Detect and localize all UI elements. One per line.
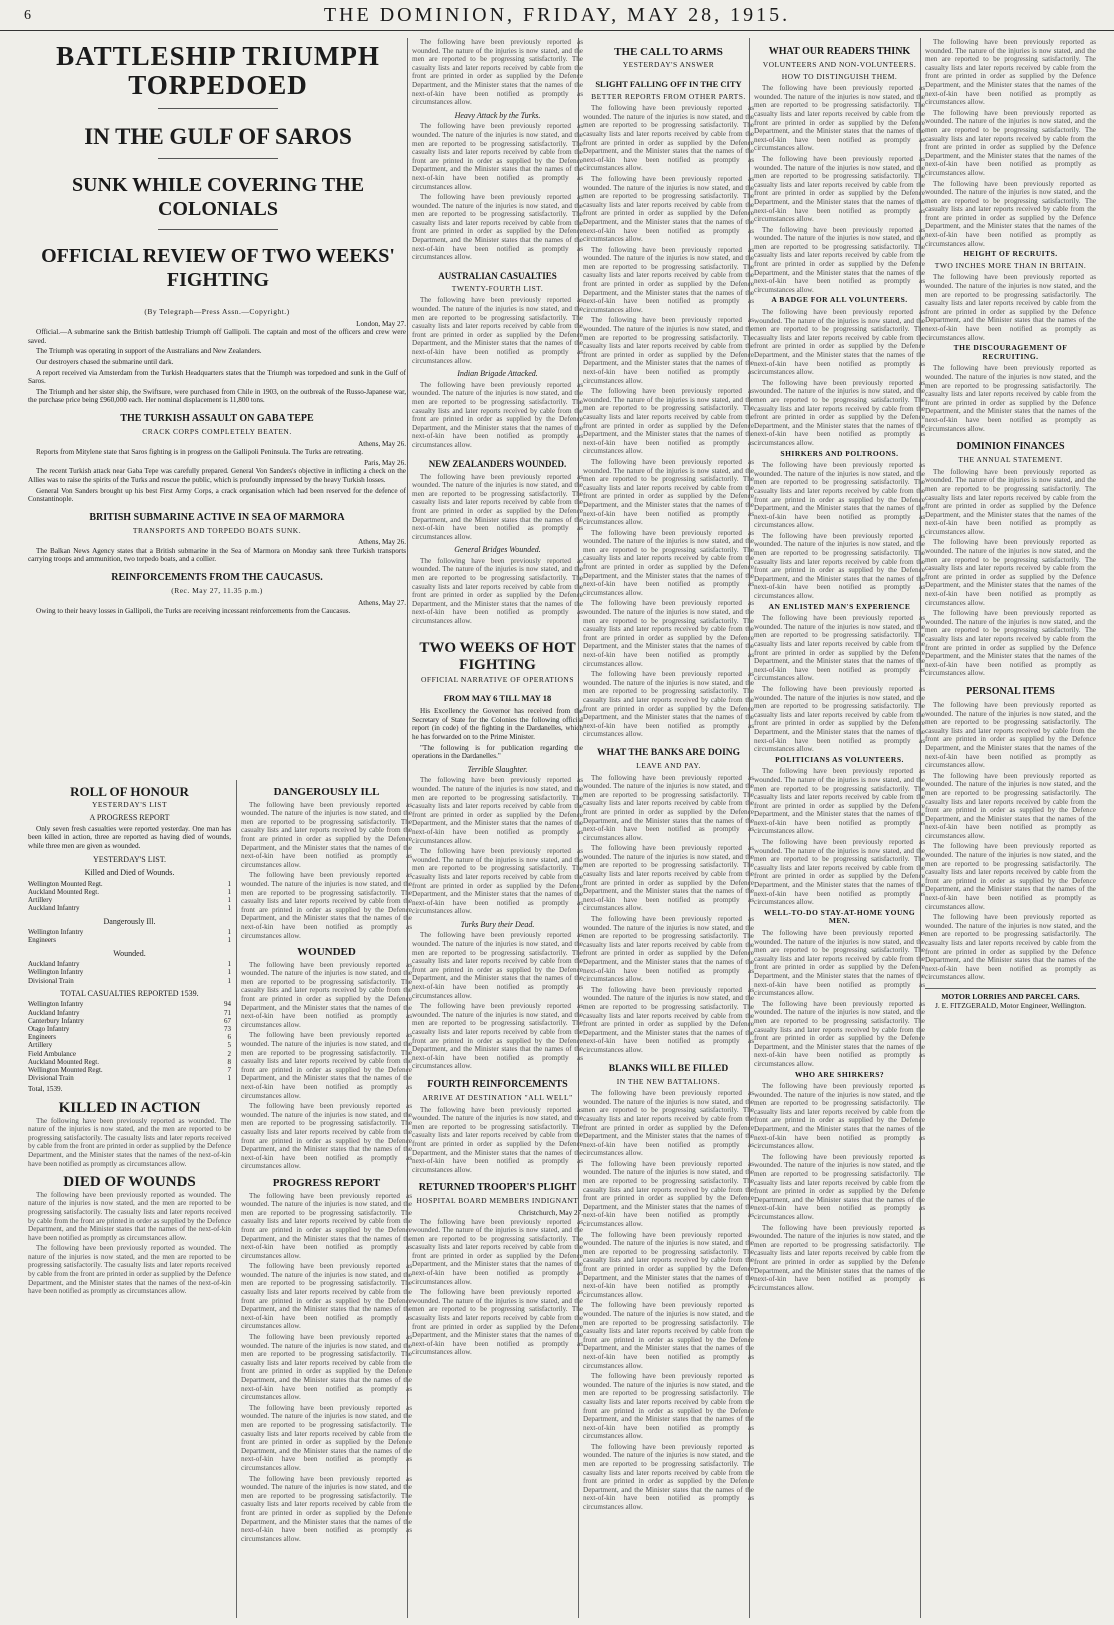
casualty-table-4 (28, 1000, 231, 1082)
paragraph: The following have been previously reported as wounded. The nature of the injuries is now stated, and the men are reported to be progressing satisfactorily. The casualty lists and later reports received by cable from the front are printed in order as supplied by the Defence Department, and the Minister states that the names of the next-of-kin have been notified as promptly as circumstances allow. (412, 1288, 583, 1357)
divider (158, 229, 278, 230)
readers-heading: WHAT OUR READERS THINK (768, 46, 911, 57)
table-row (28, 1066, 231, 1074)
paragraph: The following have been previously reported as wounded. The nature of the injuries is now stated, and the men are reported to be progressing satisfactorily. The casualty lists and later reports received by cable from the front are printed in order as supplied by the Defence Department, and the Minister states that the names of the next-of-kin have been notified as promptly as circumstances allow. (925, 700, 1096, 770)
column-4 (578, 38, 758, 1618)
paragraph: The Triumph was operating in support of the Australians and New Zealanders. (36, 347, 262, 356)
paragraph: The following have been previously reported as wounded. The nature of the injuries is now stated, and the men are reported to be progressing satisfactorily. The casualty lists and later reports received by cable from the front are printed in order as supplied by the Defence Department, and the Minister states that the names of the next-of-kin have been notified as promptly as circumstances allow. (925, 467, 1096, 536)
paragraph: The following have been previously reported as wounded. The nature of the injuries is now stated, and the men are reported to be progressing satisfactorily. The casualty lists and later reports received by cable from the front are printed in order as supplied by the Defence Department, and the Minister states that the names of the next-of-kin have been notified as promptly as circumstances allow. (583, 1442, 754, 1512)
total-heading: TOTAL CASUALTIES REPORTED 1539. (60, 988, 199, 998)
caucasus-heading: REINFORCEMENTS FROM THE CAUCASUS. (111, 572, 323, 584)
paragraph: The following have been previously reported as wounded. The nature of the injuries is now stated, and the men are reported to be progressing satisfactorily. The casualty lists and later reports received by cable from the front are printed in order as supplied by the Defence Department, and the Minister states that the names of the next-of-kin have been notified as promptly as circumstances allow. (583, 174, 754, 244)
unit-cell: Divisional Train (28, 1074, 74, 1083)
table-row (28, 1033, 231, 1041)
returned-trooper-heading: RETURNED TROOPER'S PLIGHT (418, 1182, 577, 1194)
paragraph: The following have been previously reported as wounded. The nature of the injuries is now stated, and the men are reported to be progressing satisfactorily. The casualty lists and later reports received by cable from the front are printed in order as supplied by the Defence Department, and the Minister states that the names of the next-of-kin have been notified as promptly as circumstances allow. (754, 531, 925, 601)
roll-heading: ROLL OF HONOUR (70, 784, 189, 799)
nz-wounded-heading: NEW ZEALANDERS WOUNDED. (428, 458, 567, 469)
casualty-table-2 (28, 928, 231, 944)
unit-cell: Auckland Infantry (28, 1008, 80, 1017)
paragraph: The following have been previously reported as wounded. The nature of the injuries is now stated, and the men are reported to be progressing satisfactorily. The casualty lists and later reports received by cable from the front are printed in order as supplied by the Defence Department, and the Minister states that the names of the next-of-kin have been notified as promptly as circumstances allow. (583, 1372, 754, 1441)
submarine-heading: BRITISH SUBMARINE ACTIVE IN SEA OF MARMORA (89, 511, 345, 523)
paragraph: The following have been previously reported as wounded. The nature of the injuries is now stated, and the men are reported to be progressing satisfactorily. The casualty lists and later reports received by cable from the front are printed in order as supplied by the Defence Department, and the Minister states that the names of the next-of-kin have been notified as promptly as circumstances allow. (241, 871, 412, 940)
paragraph: The following have been previously reported as wounded. The nature of the injuries is now stated, and the men are reported to be progressing satisfactorily. The casualty lists and later reports received by cable from the front are printed in order as supplied by the Defence Department, and the Minister states that the names of the next-of-kin have been notified as promptly as circumstances allow. (583, 1089, 754, 1158)
paragraph: The following have been previously reported as wounded. The nature of the injuries is now stated, and the men are reported to be progressing satisfactorily. The casualty lists and later reports received by cable from the front are printed in order as supplied by the Defence Department, and the Minister states that the names of the next-of-kin have been notified as promptly as circumstances allow. (583, 528, 754, 597)
count-cell: 1 (227, 928, 231, 937)
paragraph: The Balkan News Agency states that a British submarine in the Sea of Marmora on Monday sank three Turkish transports carrying troops and ammunition, two torpedo boats, and a collier. (28, 546, 406, 564)
paragraph: The following have been previously reported as wounded. The nature of the injuries is now stated, and the men are reported to be progressing satisfactorily. The casualty lists and later reports received by cable from the front are printed in order as supplied by the Defence Department, and the Minister states that the names of the next-of-kin have been notified as promptly as circumstances allow. (754, 767, 925, 836)
table-row (28, 1058, 231, 1066)
paragraph: A report received via Amsterdam from the Turkish Headquarters states that the Triumph was torpedoed and sunk in the Gulf of Saros. (28, 368, 406, 386)
unit-cell: Divisional Train (28, 976, 74, 985)
finances-heading: DOMINION FINANCES (956, 441, 1065, 453)
paragraph: The following have been previously reported as wounded. The nature of the injuries is now stated, and the men are reported to be progressing satisfactorily. The casualty lists and later reports received by cable from the front are printed in order as supplied by the Defence Department, and the Minister states that the names of the next-of-kin have been notified as promptly as circumstances allow. (412, 193, 583, 262)
count-cell: 1 (227, 976, 231, 985)
paragraph: The following have been previously reported as wounded. The nature of the injuries is now stated, and the men are reported to be progressing satisfactorily. The casualty lists and later reports received by cable from the front are printed in order as supplied by the Defence Department, and the Minister states that the names of the next-of-kin have been notified as promptly as circumstances allow. (583, 316, 754, 385)
paragraph: The following have been previously reported as wounded. The nature of the injuries is now stated, and the men are reported to be progressing satisfactorily. The casualty lists and later reports received by cable from the front are printed in order as supplied by the Defence Department, and the Minister states that the names of the next-of-kin have been notified as promptly as circumstances allow. (754, 308, 925, 377)
annual-sub: THE ANNUAL STATEMENT. (958, 455, 1063, 465)
aust-casualties-sub: TWENTY-FOURTH LIST. (451, 283, 544, 293)
ad-line-2: J. E. FITZGERALD, Motor Engineer, Wellington. (934, 1000, 1087, 1010)
paragraph: Owing to their heavy losses in Gallipoli, the Turks are receiving incessant reinforcements from the Caucasus. (36, 607, 351, 616)
enlisted-sub: AN ENLISTED MAN'S EXPERIENCE (768, 601, 911, 611)
blanks-heading: BLANKS WILL BE FILLED (608, 1063, 729, 1074)
paragraph: The following have been previously reported as wounded. The nature of the injuries is now stated, and the men are reported to be progressing satisfactorily. The casualty lists and later reports received by cable from the front are printed in order as supplied by the Defence Department, and the Minister states that the names of the next-of-kin have been notified as promptly as circumstances allow. (412, 776, 583, 845)
table-row (28, 960, 231, 968)
count-cell: 1 (227, 887, 231, 896)
paragraph: The following have been previously reported as wounded. The nature of the injuries is now stated, and the men are reported to be progressing satisfactorily. The casualty lists and later reports received by cable from the front are printed in order as supplied by the Defence Department, and the Minister states that the names of the next-of-kin have been notified as promptly as circumstances allow. (28, 1116, 231, 1168)
paragraph: The following have been previously reported as wounded. The nature of the injuries is now stated, and the men are reported to be progressing satisfactorily. The casualty lists and later reports received by cable from the front are printed in order as supplied by the Defence Department, and the Minister states that the names of the next-of-kin have been notified as promptly as circumstances allow. (28, 1190, 231, 1242)
who-shirkers-sub: WHO ARE SHIRKERS? (794, 1069, 885, 1079)
ad-line-1: MOTOR LORRIES AND PARCEL CARS. (941, 991, 1080, 1001)
casualty-table-1 (28, 880, 231, 913)
fourth-reinforcements-sub: ARRIVE AT DESTINATION "ALL WELL" (422, 1092, 573, 1102)
table-row (28, 896, 231, 904)
paragraph: The following have been previously reported as wounded. The nature of the injuries is now stated, and the men are reported to be progressing satisfactorily. The casualty lists and later reports received by cable from the front are printed in order as supplied by the Defence Department, and the Minister states that the names of the next-of-kin have been notified as promptly as circumstances allow. (925, 38, 1096, 107)
dateline: Athens, May 26. (358, 538, 406, 547)
paragraph: The following have been previously reported as wounded. The nature of the injuries is now stated, and the men are reported to be progressing satisfactorily. The casualty lists and later reports received by cable from the front are printed in order as supplied by the Defence Department, and the Minister states that the names of the next-of-kin have been notified as promptly as circumstances allow. (754, 684, 925, 754)
dateline: Christchurch, May 27. (518, 1208, 583, 1217)
aust-casualties-heading: AUSTRALIAN CASUALTIES (438, 270, 557, 281)
paragraph: Only seven fresh casualties were reported yesterday. One man has been killed in action, three are reported as having died of wounds, while three men are given as wounded. (28, 824, 231, 850)
paragraph: The following have been previously reported as wounded. The nature of the injuries is now stated, and the men are reported to be progressing satisfactorily. The casualty lists and later reports received by cable from the front are printed in order as supplied by the Defence Department, and the Minister states that the names of the next-of-kin have been notified as promptly as circumstances allow. (583, 457, 754, 527)
table-row (28, 904, 231, 912)
paragraph: The following have been previously reported as wounded. The nature of the injuries is now stated, and the men are reported to be progressing satisfactorily. The casualty lists and later reports received by cable from the front are printed in order as supplied by the Defence Department, and the Minister states that the names of the next-of-kin have been notified as promptly as circumstances allow. (583, 1230, 754, 1299)
unit-cell: Wellington Infantry (28, 928, 84, 937)
unit-cell: Field Ambulance (28, 1049, 77, 1058)
subhead-heavy-attack: Heavy Attack by the Turks. (454, 110, 541, 120)
height-sub: HEIGHT OF RECRUITS. (963, 249, 1058, 259)
paragraph: The following have been previously reported as wounded. The nature of the injuries is now stated, and the men are reported to be progressing satisfactorily. The casualty lists and later reports received by cable from the front are printed in order as supplied by the Defence Department, and the Minister states that the names of the next-of-kin have been notified as promptly as circumstances allow. (412, 931, 583, 1000)
volunteers-sub: VOLUNTEERS AND NON-VOLUNTEERS. (762, 60, 917, 69)
count-cell: 1 (227, 904, 231, 913)
paragraph: The following have been previously reported as wounded. The nature of the injuries is now stated, and the men are reported to be progressing satisfactorily. The casualty lists and later reports received by cable from the front are printed in order as supplied by the Defence Department, and the Minister states that the names of the next-of-kin have been notified as promptly as circumstances allow. (583, 599, 754, 668)
returned-trooper-sub: HOSPITAL BOARD MEMBERS INDIGNANT (416, 1196, 579, 1206)
column-5 (749, 38, 929, 1618)
personal-heading: PERSONAL ITEMS (966, 685, 1055, 697)
casualty-table-3 (28, 960, 231, 985)
paragraph: The following have been previously reported as wounded. The nature of the injuries is now stated, and the men are reported to be progressing satisfactorily. The casualty lists and later reports received by cable from the front are printed in order as supplied by the Defence Department, and the Minister states that the names of the next-of-kin have been notified as promptly as circumstances allow. (412, 556, 583, 626)
progress-sub: A PROGRESS REPORT (89, 813, 170, 823)
paragraph: The following have been previously reported as wounded. The nature of the injuries is now stated, and the men are reported to be progressing satisfactorily. The casualty lists and later reports received by cable from the front are printed in order as supplied by the Defence Department, and the Minister states that the names of the next-of-kin have been notified as promptly as circumstances allow. (925, 538, 1096, 607)
count-cell: 2 (227, 1049, 231, 1058)
unit-cell: Engineers (28, 1033, 56, 1042)
paragraph: The following have been previously reported as wounded. The nature of the injuries is now stated, and the men are reported to be progressing satisfactorily. The casualty lists and later reports received by cable from the front are printed in order as supplied by the Defence Department, and the Minister states that the names of the next-of-kin have been notified as promptly as circumstances allow. (583, 387, 754, 456)
count-cell: 1 (227, 960, 231, 969)
unit-cell: Auckland Infantry (28, 904, 80, 913)
paragraph: The following have been previously reported as wounded. The nature of the injuries is now stated, and the men are reported to be progressing satisfactorily. The casualty lists and later reports received by cable from the front are printed in order as supplied by the Defence Department, and the Minister states that the names of the next-of-kin have been notified as promptly as circumstances allow. (925, 364, 1096, 433)
lead-headlines (28, 38, 408, 306)
paragraph: The following have been previously reported as wounded. The nature of the injuries is now stated, and the men are reported to be progressing satisfactorily. The casualty lists and later reports received by cable from the front are printed in order as supplied by the Defence Department, and the Minister states that the names of the next-of-kin have been notified as promptly as circumstances allow. (241, 1333, 412, 1402)
byline: (By Telegraph—Press Assn.—Copyright.) (144, 307, 290, 316)
paragraph: The following have been previously reported as wounded. The nature of the injuries is now stated, and the men are reported to be progressing satisfactorily. The casualty lists and later reports received by cable from the front are printed in order as supplied by the Defence Department, and the Minister states that the names of the next-of-kin have been notified as promptly as circumstances allow. (754, 838, 925, 907)
paragraph: Our destroyers chased the submarine until dark. (36, 357, 174, 366)
count-cell: 94 (224, 1000, 231, 1009)
table-row (28, 1009, 231, 1017)
badge-sub: A BADGE FOR ALL VOLUNTEERS. (771, 295, 908, 305)
paragraph: The following have been previously reported as wounded. The nature of the injuries is now stated, and the men are reported to be progressing satisfactorily. The casualty lists and later reports received by cable from the front are printed in order as supplied by the Defence Department, and the Minister states that the names of the next-of-kin have been notified as promptly as circumstances allow. (583, 985, 754, 1054)
shirkers-sub: SHIRKERS AND POLTROONS. (780, 448, 899, 458)
paragraph: The following have been previously reported as wounded. The nature of the injuries is now stated, and the men are reported to be progressing satisfactorily. The casualty lists and later reports received by cable from the front are printed in order as supplied by the Defence Department, and the Minister states that the names of the next-of-kin have been notified as promptly as circumstances allow. (583, 1301, 754, 1370)
banks-sub: LEAVE AND PAY. (636, 760, 701, 770)
better-reports-sub: BETTER REPORTS FROM OTHER PARTS. (591, 91, 746, 101)
unit-cell: Engineers (28, 936, 56, 945)
paragraph: The following have been previously reported as wounded. The nature of the injuries is now stated, and the men are reported to be progressing satisfactorily. The casualty lists and later reports received by cable from the front are printed in order as supplied by the Defence Department, and the Minister states that the names of the next-of-kin have been notified as promptly as circumstances allow. (925, 108, 1096, 177)
gaba-tepe-sub: CRACK CORPS COMPLETELY BEATEN. (142, 426, 292, 436)
paragraph: The following have been previously reported as wounded. The nature of the injuries is now stated, and the men are reported to be progressing satisfactorily. The casualty lists and later reports received by cable from the front are printed in order as supplied by the Defence Department, and the Minister states that the names of the next-of-kin have been notified as promptly as circumstances allow. (925, 842, 1096, 911)
paragraph: The following have been previously reported as wounded. The nature of the injuries is now stated, and the men are reported to be progressing satisfactorily. The casualty lists and later reports received by cable from the front are printed in order as supplied by the Defence Department, and the Minister states that the names of the next-of-kin have been notified as promptly as circumstances allow. (925, 609, 1096, 678)
paragraph: The following have been previously reported as wounded. The nature of the injuries is now stated, and the men are reported to be progressing satisfactorily. The casualty lists and later reports received by cable from the front are printed in order as supplied by the Defence Department, and the Minister states that the names of the next-of-kin have been notified as promptly as circumstances allow. (583, 773, 754, 842)
paragraph: The following have been previously reported as wounded. The nature of the injuries is now stated, and the men are reported to be progressing satisfactorily. The casualty lists and later reports received by cable from the front are printed in order as supplied by the Defence Department, and the Minister states that the names of the next-of-kin have been notified as promptly as circumstances allow. (583, 245, 754, 314)
paragraph: The following have been previously reported as wounded. The nature of the injuries is now stated, and the men are reported to be progressing satisfactorily. The casualty lists and later reports received by cable from the front are printed in order as supplied by the Defence Department, and the Minister states that the names of the next-of-kin have been notified as promptly as circumstances allow. (583, 1159, 754, 1229)
motor-advert (925, 988, 1096, 1010)
paragraph: The following have been previously reported as wounded. The nature of the injuries is now stated, and the men are reported to be progressing satisfactorily. The casualty lists and later reports received by cable from the front are printed in order as supplied by the Defence Department, and the Minister states that the names of the next-of-kin have been notified as promptly as circumstances allow. (754, 378, 925, 447)
headline-battleship: BATTLESHIP TRIUMPH TORPEDOED (56, 41, 380, 100)
headline-gulf-of-saros: IN THE GULF OF SAROS (84, 124, 352, 149)
paragraph: The following have been previously reported as wounded. The nature of the injuries is now stated, and the men are reported to be progressing satisfactorily. The casualty lists and later reports received by cable from the front are printed in order as supplied by the Defence Department, and the Minister states that the names of the next-of-kin have been notified as promptly as circumstances allow. (241, 960, 412, 1029)
killed-in-action-heading: KILLED IN ACTION (58, 1099, 201, 1116)
column-2-upper (236, 306, 415, 776)
unit-cell: Auckland Mounted Regt. (28, 1057, 99, 1066)
dangerously-ill-heading: DANGEROUSLY ILL (273, 786, 380, 798)
died-of-wounds-heading: DIED OF WOUNDS (63, 1174, 196, 1191)
paragraph: Official.—A submarine sank the British battleship Triumph off Gallipoli. The captain and most of the officers and crew were saved. (28, 328, 406, 345)
paragraph: The following have been previously reported as wounded. The nature of the injuries is now stated, and the men are reported to be progressing satisfactorily. The casualty lists and later reports received by cable from the front are printed in order as supplied by the Defence Department, and the Minister states that the names of the next-of-kin have been notified as promptly as circumstances allow. (583, 670, 754, 739)
unit-cell: Artillery (28, 896, 53, 905)
discouragement-sub: THE DISCOURAGEMENT OF RECRUITING. (953, 343, 1068, 361)
paragraph: His Excellency the Governor has received from the Secretary of State for the Colonies the following official report (in code) of the fighting in the Dardanelles, which he has forwarded on to the Prime Minister. (412, 707, 583, 741)
paragraph: The following have been previously reported as wounded. The nature of the injuries is now stated, and the men are reported to be progressing satisfactorily. The casualty lists and later reports received by cable from the front are printed in order as supplied by the Defence Department, and the Minister states that the names of the next-of-kin have been notified as promptly as circumstances allow. (241, 1474, 412, 1543)
paragraph: The following have been previously reported as wounded. The nature of the injuries is now stated, and the men are reported to be progressing satisfactorily. The casualty lists and later reports received by cable from the front are printed in order as supplied by the Defence Department, and the Minister states that the names of the next-of-kin have been notified as promptly as circumstances allow. (412, 847, 583, 916)
subhead-slaughter: Terrible Slaughter. (467, 764, 528, 774)
paragraph: The following have been previously reported as wounded. The nature of the injuries is now stated, and the men are reported to be progressing satisfactorily. The casualty lists and later reports received by cable from the front are printed in order as supplied by the Defence Department, and the Minister states that the names of the next-of-kin have been notified as promptly as circumstances allow. (28, 1244, 231, 1296)
paragraph: The following have been previously reported as wounded. The nature of the injuries is now stated, and the men are reported to be progressing satisfactorily. The casualty lists and later reports received by cable from the front are printed in order as supplied by the Defence Department, and the Minister states that the names of the next-of-kin have been notified as promptly as circumstances allow. (583, 104, 754, 173)
headline-sunk-covering: SUNK WHILE COVERING THE COLONIALS (71, 174, 365, 220)
paragraph: The following have been previously reported as wounded. The nature of the injuries is now stated, and the men are reported to be progressing satisfactorily. The casualty lists and later reports received by cable from the front are printed in order as supplied by the Defence Department, and the Minister states that the names of the next-of-kin have been notified as promptly as circumstances allow. (412, 472, 583, 541)
wounded-label: Wounded. (113, 948, 146, 958)
count-cell: 5 (227, 1041, 231, 1050)
newspaper-title: THE DOMINION, FRIDAY, MAY 28, 1915. (323, 4, 791, 26)
paragraph: The following have been previously reported as wounded. The nature of the injuries is now stated, and the men are reported to be progressing satisfactorily. The casualty lists and later reports received by cable from the front are printed in order as supplied by the Defence Department, and the Minister states that the names of the next-of-kin have been notified as promptly as circumstances allow. (925, 913, 1096, 982)
page-number: 6 (24, 8, 31, 23)
table-row (28, 977, 231, 985)
table-row (28, 1025, 231, 1033)
paragraph: The following have been previously reported as wounded. The nature of the injuries is now stated, and the men are reported to be progressing satisfactorily. The casualty lists and later reports received by cable from the front are printed in order as supplied by the Defence Department, and the Minister states that the names of the next-of-kin have been notified as promptly as circumstances allow. (754, 461, 925, 530)
subhead-bridges: General Bridges Wounded. (454, 545, 541, 555)
well-to-do-sub: WELL-TO-DO STAY-AT-HOME YOUNG MEN. (763, 907, 916, 926)
divider (158, 108, 278, 109)
paragraph: The following have been previously reported as wounded. The nature of the injuries is now stated, and the men are reported to be progressing satisfactorily. The casualty lists and later reports received by cable from the front are printed in order as supplied by the Defence Department, and the Minister states that the names of the next-of-kin have been notified as promptly as circumstances allow. (754, 84, 925, 153)
table-row (28, 880, 231, 888)
dateline: Paris, May 26. (364, 458, 406, 467)
unit-cell: Auckland Mounted Regt. (28, 887, 99, 896)
paragraph: The following have been previously reported as wounded. The nature of the injuries is now stated, and the men are reported to be progressing satisfactorily. The casualty lists and later reports received by cable from the front are printed in order as supplied by the Defence Department, and the Minister states that the names of the next-of-kin have been notified as promptly as circumstances allow. (925, 273, 1096, 342)
count-cell: 73 (224, 1024, 231, 1033)
call-to-arms-sub: YESTERDAY'S ANSWER (622, 60, 715, 69)
paragraph: The following have been previously reported as wounded. The nature of the injuries is now stated, and the men are reported to be progressing satisfactorily. The casualty lists and later reports received by cable from the front are printed in order as supplied by the Defence Department, and the Minister states that the names of the next-of-kin have been notified as promptly as circumstances allow. (925, 771, 1096, 840)
unit-cell: Wellington Mounted Regt. (28, 1065, 103, 1074)
table-row (28, 968, 231, 976)
caucasus-received: (Rec. May 27, 11.35 p.m.) (171, 586, 263, 596)
wounded-heading: WOUNDED (297, 946, 356, 959)
paragraph: The following have been previously reported as wounded. The nature of the injuries is now stated, and the men are reported to be progressing satisfactorily. The casualty lists and later reports received by cable from the front are printed in order as supplied by the Defence Department, and the Minister states that the names of the next-of-kin have been notified as promptly as circumstances allow. (754, 154, 925, 224)
paragraph: The following have been previously reported as wounded. The nature of the injuries is now stated, and the men are reported to be progressing satisfactorily. The casualty lists and later reports received by cable from the front are printed in order as supplied by the Defence Department, and the Minister states that the names of the next-of-kin have been notified as promptly as circumstances allow. (241, 1031, 412, 1100)
count-cell: 1 (227, 1074, 231, 1083)
two-inches-sub: TWO INCHES MORE THAN IN BRITAIN. (934, 260, 1087, 270)
count-cell: 71 (224, 1008, 231, 1017)
count-cell: 6 (227, 1033, 231, 1042)
unit-cell: Wellington Mounted Regt. (28, 879, 103, 888)
paragraph: The following have been previously reported as wounded. The nature of the injuries is now stated, and the men are reported to be progressing satisfactorily. The casualty lists and later reports received by cable from the front are printed in order as supplied by the Defence Department, and the Minister states that the names of the next-of-kin have been notified as promptly as circumstances allow. (412, 1002, 583, 1071)
table-row (28, 1017, 231, 1025)
paragraph: The Triumph and her sister ship, the Swiftsure, were purchased from Chile in 1903, on the outbreak of the Russo-Japanese war, the purchase price being £960,000 each. Her nominal displacement is 11,800 tons. (28, 387, 406, 405)
paragraph: The following have been previously reported as wounded. The nature of the injuries is now stated, and the men are reported to be progressing satisfactorily. The casualty lists and later reports received by cable from the front are printed in order as supplied by the Defence Department, and the Minister states that the names of the next-of-kin have been notified as promptly as circumstances allow. (754, 614, 925, 683)
paragraph: The following have been previously reported as wounded. The nature of the injuries is now stated, and the men are reported to be progressing satisfactorily. The casualty lists and later reports received by cable from the front are printed in order as supplied by the Defence Department, and the Minister states that the names of the next-of-kin have been notified as promptly as circumstances allow. (583, 915, 754, 984)
paragraph: The following have been previously reported as wounded. The nature of the injuries is now stated, and the men are reported to be progressing satisfactorily. The casualty lists and later reports received by cable from the front are printed in order as supplied by the Defence Department, and the Minister states that the names of the next-of-kin have been notified as promptly as circumstances allow. (754, 1082, 925, 1151)
call-to-arms-heading: THE CALL TO ARMS (614, 46, 723, 58)
two-weeks-dates: FROM MAY 6 TILL MAY 18 (443, 693, 552, 704)
blanks-sub: IN THE NEW BATTALIONS. (616, 1076, 721, 1086)
paragraph: The following have been previously reported as wounded. The nature of the injuries is now stated, and the men are reported to be progressing satisfactorily. The casualty lists and later reports received by cable from the front are printed in order as supplied by the Defence Department, and the Minister states that the names of the next-of-kin have been notified as promptly as circumstances allow. (241, 800, 412, 869)
killed-died-label: Killed and Died of Wounds. (84, 868, 175, 878)
paragraph: "The following is for publication regarding the operations in the Dardanelles." (412, 743, 583, 761)
table-row (28, 1041, 231, 1049)
count-cell: 7 (227, 1065, 231, 1074)
paragraph: The following have been previously reported as wounded. The nature of the injuries is now stated, and the men are reported to be progressing satisfactorily. The casualty lists and later reports received by cable from the front are printed in order as supplied by the Defence Department, and the Minister states that the names of the next-of-kin have been notified as promptly as circumstances allow. (412, 296, 583, 365)
paragraph: The following have been previously reported as wounded. The nature of the injuries is now stated, and the men are reported to be progressing satisfactorily. The casualty lists and later reports received by cable from the front are printed in order as supplied by the Defence Department, and the Minister states that the names of the next-of-kin have been notified as promptly as circumstances allow. (412, 1217, 583, 1286)
paragraph: The following have been previously reported as wounded. The nature of the injuries is now stated, and the men are reported to be progressing satisfactorily. The casualty lists and later reports received by cable from the front are printed in order as supplied by the Defence Department, and the Minister states that the names of the next-of-kin have been notified as promptly as circumstances allow. (241, 1102, 412, 1171)
two-weeks-sub: OFFICIAL NARRATIVE OF OPERATIONS (420, 674, 575, 684)
paragraph: General Von Sanders brought up his best First Army Corps, a crack organisation which had been reserved for the defence of Constantinople. (28, 486, 406, 504)
paragraph: The following have been previously reported as wounded. The nature of the injuries is now stated, and the men are reported to be progressing satisfactorily. The casualty lists and later reports received by cable from the front are printed in order as supplied by the Defence Department, and the Minister states that the names of the next-of-kin have been notified as promptly as circumstances allow. (412, 122, 583, 191)
paragraph: The following have been previously reported as wounded. The nature of the injuries is now stated, and the men are reported to be progressing satisfactorily. The casualty lists and later reports received by cable from the front are printed in order as supplied by the Defence Department, and the Minister states that the names of the next-of-kin have been notified as promptly as circumstances allow. (241, 1262, 412, 1331)
table-row (28, 1074, 231, 1082)
paragraph: The following have been previously reported as wounded. The nature of the injuries is now stated, and the men are reported to be progressing satisfactorily. The casualty lists and later reports received by cable from the front are printed in order as supplied by the Defence Department, and the Minister states that the names of the next-of-kin have been notified as promptly as circumstances allow. (241, 1403, 412, 1472)
paragraph: The following have been previously reported as wounded. The nature of the injuries is now stated, and the men are reported to be progressing satisfactorily. The casualty lists and later reports received by cable from the front are printed in order as supplied by the Defence Department, and the Minister states that the names of the next-of-kin have been notified as promptly as circumstances allow. (412, 38, 583, 107)
falling-off-heading: SLIGHT FALLING OFF IN THE CITY (595, 78, 742, 89)
table-row (28, 1000, 231, 1008)
distinguish-sub: HOW TO DISTINGUISH THEM. (781, 71, 898, 81)
paragraph: The following have been previously reported as wounded. The nature of the injuries is now stated, and the men are reported to be progressing satisfactorily. The casualty lists and later reports received by cable from the front are printed in order as supplied by the Defence Department, and the Minister states that the names of the next-of-kin have been notified as promptly as circumstances allow. (241, 1191, 412, 1260)
table-row (28, 936, 231, 944)
paragraph: The following have been previously reported as wounded. The nature of the injuries is now stated, and the men are reported to be progressing satisfactorily. The casualty lists and later reports received by cable from the front are printed in order as supplied by the Defence Department, and the Minister states that the names of the next-of-kin have been notified as promptly as circumstances allow. (583, 844, 754, 913)
masthead (0, 0, 1114, 31)
paragraph: The following have been previously reported as wounded. The nature of the injuries is now stated, and the men are reported to be progressing satisfactorily. The casualty lists and later reports received by cable from the front are printed in order as supplied by the Defence Department, and the Minister states that the names of the next-of-kin have been notified as promptly as circumstances allow. (412, 1105, 583, 1174)
banks-heading: WHAT THE BANKS ARE DOING (596, 747, 741, 758)
unit-cell: Otago Infantry (28, 1024, 70, 1033)
submarine-sub: TRANSPORTS AND TORPEDO BOATS SUNK. (132, 525, 302, 535)
table-row (28, 1050, 231, 1058)
paragraph: The following have been previously reported as wounded. The nature of the injuries is now stated, and the men are reported to be progressing satisfactorily. The casualty lists and later reports received by cable from the front are printed in order as supplied by the Defence Department, and the Minister states that the names of the next-of-kin have been notified as promptly as circumstances allow. (754, 929, 925, 998)
count-cell: 8 (227, 1057, 231, 1066)
paragraph: The following have been previously reported as wounded. The nature of the injuries is now stated, and the men are reported to be progressing satisfactorily. The casualty lists and later reports received by cable from the front are printed in order as supplied by the Defence Department, and the Minister states that the names of the next-of-kin have been notified as promptly as circumstances allow. (754, 225, 925, 294)
divider (158, 158, 278, 159)
dateline: London, May 27. (356, 319, 406, 328)
politicians-sub: POLITICIANS AS VOLUNTEERS. (775, 754, 904, 764)
unit-cell: Auckland Infantry (28, 960, 80, 969)
table-row (28, 888, 231, 896)
paragraph: The following have been previously reported as wounded. The nature of the injuries is now stated, and the men are reported to be progressing satisfactorily. The casualty lists and later reports received by cable from the front are printed in order as supplied by the Defence Department, and the Minister states that the names of the next-of-kin have been notified as promptly as circumstances allow. (754, 999, 925, 1068)
count-cell: 67 (224, 1016, 231, 1025)
yesterday-list: YESTERDAY'S LIST. (92, 854, 166, 864)
paragraph: The following have been previously reported as wounded. The nature of the injuries is now stated, and the men are reported to be progressing satisfactorily. The casualty lists and later reports received by cable from the front are printed in order as supplied by the Defence Department, and the Minister states that the names of the next-of-kin have been notified as promptly as circumstances allow. (754, 1152, 925, 1221)
gaba-tepe-heading: THE TURKISH ASSAULT ON GABA TEPE (120, 412, 314, 424)
progress-report-heading: PROGRESS REPORT (272, 1176, 381, 1189)
count-cell: 1 (227, 896, 231, 905)
paragraph: Reports from Mitylene state that Saros fighting is in progress on the Gallipoli Peninsula. The Turks are retreating. (36, 448, 364, 457)
count-cell: 1 (227, 968, 231, 977)
headline-official-review: OFFICIAL REVIEW OF TWO WEEKS' FIGHTING (41, 245, 395, 291)
dateline: Athens, May 26. (358, 439, 406, 448)
unit-cell: Wellington Infantry (28, 968, 84, 977)
unit-cell: Artillery (28, 1041, 53, 1050)
paragraph: The following have been previously reported as wounded. The nature of the injuries is now stated, and the men are reported to be progressing satisfactorily. The casualty lists and later reports received by cable from the front are printed in order as supplied by the Defence Department, and the Minister states that the names of the next-of-kin have been notified as promptly as circumstances allow. (412, 380, 583, 449)
subhead-turks-bury: Turks Bury their Dead. (460, 919, 535, 929)
paragraph: The following have been previously reported as wounded. The nature of the injuries is now stated, and the men are reported to be progressing satisfactorily. The casualty lists and later reports received by cable from the front are printed in order as supplied by the Defence Department, and the Minister states that the names of the next-of-kin have been notified as promptly as circumstances allow. (754, 1223, 925, 1292)
lower-middle-column (236, 780, 412, 1618)
paragraph: The following have been previously reported as wounded. The nature of the injuries is now stated, and the men are reported to be progressing satisfactorily. The casualty lists and later reports received by cable from the front are printed in order as supplied by the Defence Department, and the Minister states that the names of the next-of-kin have been notified as promptly as circumstances allow. (925, 179, 1096, 248)
paragraph: The recent Turkish attack near Gaba Tepe was carefully prepared. General Von Sanders's objective in inflicting a check on the Allies was to raise the spirits of the Turks and rescue the public, which is profoundly impressed by the heavy Turkish losses. (28, 467, 406, 484)
unit-cell: Canterbury Infantry (28, 1016, 84, 1025)
roll-of-honour-column (28, 780, 231, 1618)
fourth-reinforcements-heading: FOURTH REINFORCEMENTS (427, 1078, 568, 1090)
unit-cell: Wellington Infantry (28, 1000, 84, 1009)
count-cell: 1 (227, 879, 231, 888)
roll-sub: YESTERDAY'S LIST (91, 799, 168, 809)
column-6 (920, 38, 1100, 1618)
two-weeks-heading: TWO WEEKS OF HOT FIGHTING (419, 639, 576, 673)
total-line: Total, 1539. (28, 1085, 63, 1094)
dateline: Athens, May 27. (358, 598, 406, 607)
column-3 (407, 38, 587, 1618)
dangerously-label: Dangerously Ill. (103, 916, 156, 926)
subhead-indian: Indian Brigade Attacked. (457, 369, 538, 379)
count-cell: 1 (227, 936, 231, 945)
table-row (28, 928, 231, 936)
